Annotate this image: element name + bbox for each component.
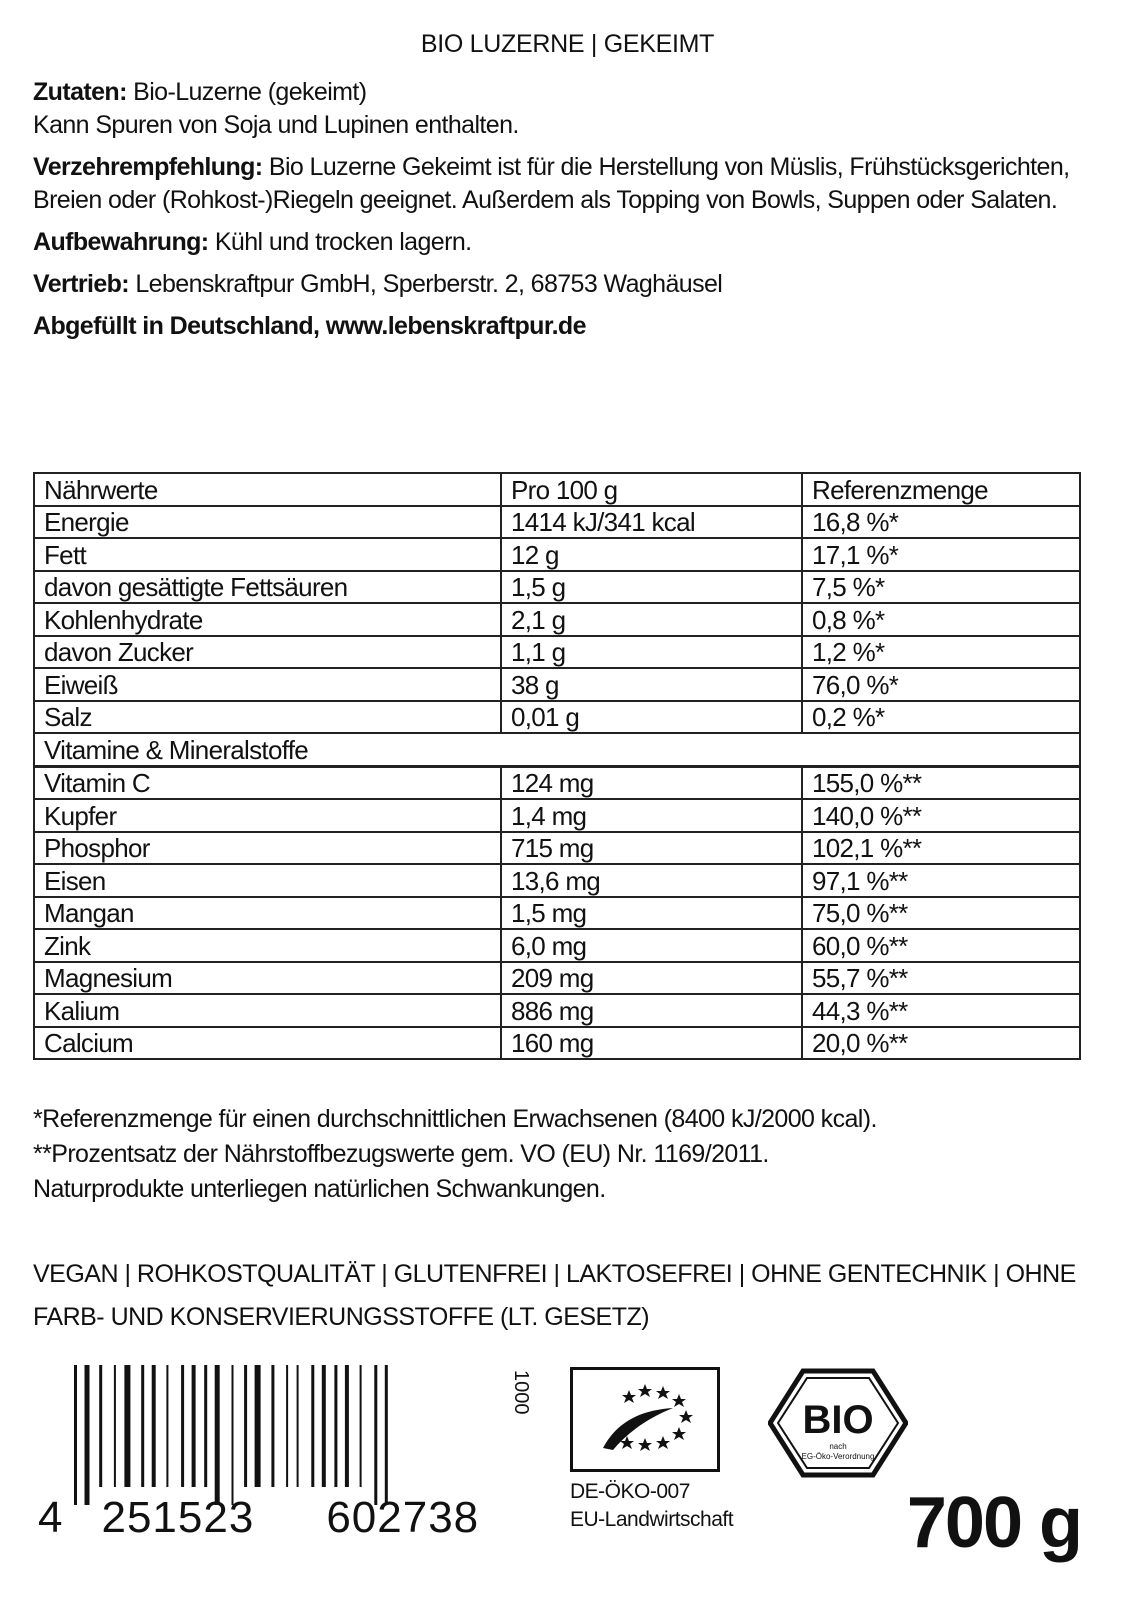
barcode-bar [244,1365,247,1487]
barcode-digits [38,1493,479,1543]
nutrient-reference: 155,0 %** [802,766,1080,799]
nutrient-reference: 75,0 %** [802,897,1080,930]
header-pro-100g: Pro 100 g [501,473,802,506]
barcode-bar [297,1365,299,1487]
nutrient-name: Calcium [34,1027,501,1060]
nutrient-name: Mangan [34,897,501,930]
nutrient-amount: 6,0 mg [501,929,802,962]
nutrient-reference: 7,5 %* [802,571,1080,604]
net-weight: 700 g [906,1483,1081,1563]
nutrient-name: davon gesättigte Fettsäuren [34,571,501,604]
eu-control-code: DE-ÖKO-007 [570,1480,690,1503]
table-row [34,864,1080,897]
nutrient-amount: 1414 kJ/341 kcal [501,506,802,539]
table-row [34,929,1080,962]
barcode-bar [322,1365,326,1487]
serving-suggestion [33,151,1108,217]
nutrient-amount: 1,4 mg [501,799,802,832]
barcode-bar [181,1365,184,1487]
table-row [34,994,1080,1027]
nutrient-reference: 76,0 %* [802,668,1080,701]
barcode-bar [74,1365,77,1505]
barcode-bar [271,1365,274,1487]
nutrient-reference: 1,2 %* [802,636,1080,669]
table-section-row [34,733,1080,766]
nutrient-name: Eiweiß [34,668,501,701]
serving-suggestion-value: Bio Luzerne Gekeimt ist für die Herstellung von Müslis, Frühstücksgerichten, Breien oder (Rohkost-)Riegeln geeignet. Außerdem als Topping von Bowls, Suppen oder Salaten. [33,153,1070,214]
nutrient-amount: 13,6 mg [501,864,802,897]
barcode-right-digits: 602738 [326,1493,480,1542]
barcode-bar [192,1365,196,1487]
nutrient-name: Zink [34,929,501,962]
product-claims: VEGAN | ROHKOSTQUALITÄT | GLUTENFREI | LAKTOSEFREI | OHNE GENTECHNIK | OHNE FARB- UND KONSERVIERUNGSSTOFFE (LT. GESETZ) [33,1260,1076,1331]
ingredients-value: Bio-Luzerne (gekeimt) [126,78,367,106]
nutrition-table [33,472,1081,1060]
table-row [34,701,1080,734]
nutrient-name: Eisen [34,864,501,897]
eu-organic-logo [570,1367,720,1472]
packed-in: Abgefüllt in Deutschland, www.lebenskraftpur.de [33,312,586,340]
nutrient-reference: 97,1 %** [802,864,1080,897]
barcode-bar [334,1365,337,1487]
ingredients-label: Zutaten: [33,78,127,106]
distributor [33,268,1108,301]
barcode-bar [204,1365,207,1487]
table-row [34,897,1080,930]
nutrient-reference: 16,8 %* [802,506,1080,539]
barcode-first-digit: 4 [38,1493,64,1542]
nutrient-reference: 20,0 %** [802,1027,1080,1060]
distributor-label: Vertrieb: [33,270,130,298]
nutrient-name: Phosphor [34,832,501,865]
barcode-bar [360,1365,362,1487]
bio-seal-sub1: nach [829,1442,847,1451]
table-row [34,571,1080,604]
distributor-value: Lebenskraftpur GmbH, Sperberstr. 2, 68753 Waghäusel [129,270,723,298]
nutrient-name: davon Zucker [34,636,501,669]
barcode-bar [141,1365,144,1487]
nutrient-reference: 60,0 %** [802,929,1080,962]
nutrient-name: Kohlenhydrate [34,603,501,636]
header-naehrwerte: Nährwerte [34,473,501,506]
barcode-bar [374,1365,377,1505]
barcode-bar [255,1365,261,1487]
product-title: BIO LUZERNE | GEKEIMT [420,30,715,58]
nutrient-amount: 715 mg [501,832,802,865]
nutrient-reference: 55,7 %** [802,962,1080,995]
footnote-reference: *Referenzmenge für einen durchschnittlichen Erwachsenen (8400 kJ/2000 kcal). [33,1105,877,1133]
table-row [34,538,1080,571]
nutrient-reference: 140,0 %** [802,799,1080,832]
nutrient-amount: 209 mg [501,962,802,995]
barcode-bar [345,1365,349,1487]
footnote-natural: Naturprodukte unterliegen natürlichen Schwankungen. [33,1175,606,1203]
nutrient-name: Vitamin C [34,766,501,799]
table-row [34,832,1080,865]
nutrient-amount: 1,1 g [501,636,802,669]
table-header-row [34,473,1080,506]
nutrient-reference: 102,1 %** [802,832,1080,865]
barcode-bars [38,1365,498,1505]
section-vitamine-mineralstoffe: Vitamine & Mineralstoffe [34,733,1080,766]
allergen-note: Kann Spuren von Soja und Lupinen enthalten. [33,111,519,139]
barcode-bar [114,1365,116,1487]
barcode-addon-code: 1000 [510,1370,532,1415]
barcode-bar [311,1365,314,1487]
nutrient-name: Energie [34,506,501,539]
table-row [34,668,1080,701]
barcode-bar [85,1365,90,1505]
table-row [34,603,1080,636]
serving-suggestion-label: Verzehrempfehlung: [33,153,263,181]
barcode-bar [99,1365,102,1487]
nutrient-name: Kupfer [34,799,501,832]
table-row [34,766,1080,799]
nutrient-name: Fett [34,538,501,571]
nutrient-amount: 160 mg [501,1027,802,1060]
barcode-bar [152,1365,156,1487]
nutrient-name: Salz [34,701,501,734]
product-info [33,76,1108,352]
header-referenzmenge: Referenzmenge [802,473,1080,506]
eu-origin: EU-Landwirtschaft [570,1508,734,1531]
nutrient-reference: 17,1 %* [802,538,1080,571]
barcode-bar [286,1365,288,1487]
nutrient-name: Kalium [34,994,501,1027]
ingredients [33,76,1108,142]
barcode-bar [232,1365,234,1505]
bio-seal [768,1367,908,1479]
nutrient-amount: 1,5 mg [501,897,802,930]
footnote-nrv: **Prozentsatz der Nährstoffbezugswerte gem. VO (EU) Nr. 1169/2011. [33,1140,769,1168]
table-row [34,636,1080,669]
nutrient-amount: 886 mg [501,994,802,1027]
eu-organic-code [570,1478,733,1534]
barcode-bar [166,1365,168,1487]
barcode [38,1365,498,1565]
nutrient-reference: 44,3 %** [802,994,1080,1027]
barcode-bar [124,1365,130,1487]
storage-label: Aufbewahrung: [33,228,209,256]
nutrient-amount: 1,5 g [501,571,802,604]
nutrient-reference: 0,2 %* [802,701,1080,734]
table-row [34,799,1080,832]
barcode-bar [215,1365,220,1505]
nutrient-amount: 0,01 g [501,701,802,734]
nutrient-amount: 12 g [501,538,802,571]
bio-seal-word: BIO [802,1398,874,1442]
nutrient-amount: 124 mg [501,766,802,799]
barcode-left-digits: 251523 [101,1493,255,1542]
storage [33,226,1108,259]
bio-hexagon-icon [768,1367,908,1479]
eu-leaf-icon [573,1370,717,1469]
storage-value: Kühl und trocken lagern. [208,228,472,256]
footnotes [33,1102,877,1207]
nutrient-name: Magnesium [34,962,501,995]
barcode-bar [385,1365,388,1505]
nutrient-amount: 38 g [501,668,802,701]
table-row [34,506,1080,539]
table-row [34,962,1080,995]
nutrient-amount: 2,1 g [501,603,802,636]
bio-seal-sub2: EG-Öko-Verordnung [801,1452,875,1461]
table-row [34,1027,1080,1060]
nutrient-reference: 0,8 %* [802,603,1080,636]
